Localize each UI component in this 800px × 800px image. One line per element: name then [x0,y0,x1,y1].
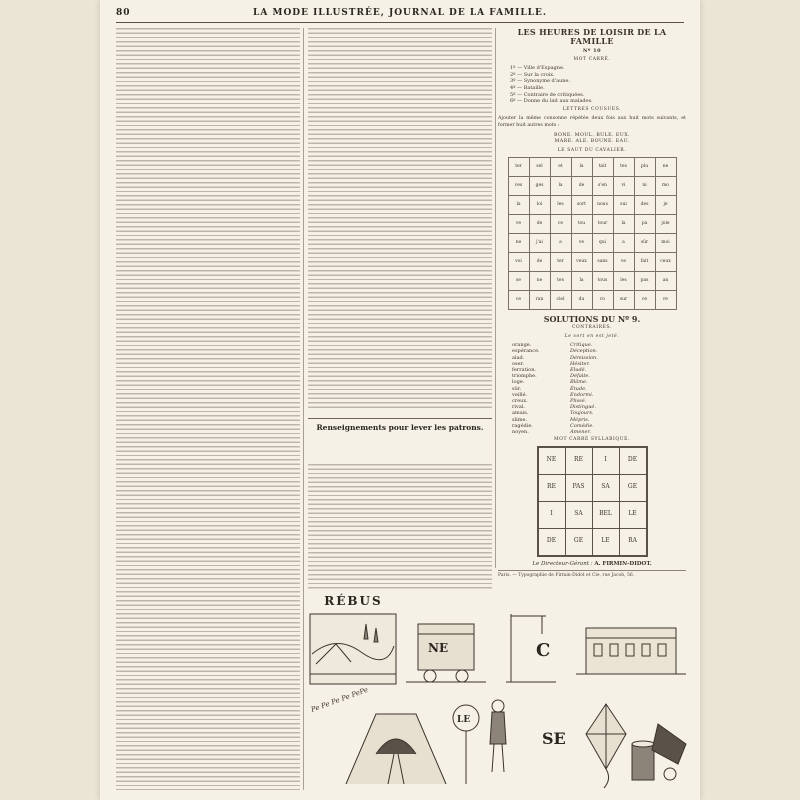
syllabic-grid-cell: I [538,501,566,528]
clue: 2º — Sur la croix. [510,71,555,78]
syllabic-square-title: MOT CARRÉ SYLLABIQUE. [553,437,631,443]
director-name: A. FIRMIN-DIDOT. [594,560,652,567]
knight-grid-cell: ne [529,272,550,291]
column-middle-text [308,28,492,408]
rebus-letters-se: SE [542,729,566,748]
syllabic-square-grid [537,446,648,557]
solution-word: veillé. [512,391,528,398]
kite-icon [586,704,626,788]
patterns-section-text [308,464,492,590]
syllabic-grid-cell: RE [565,447,592,475]
page-header [116,6,684,23]
knight-grid-cell: tou [571,215,592,234]
puzzles-column [498,28,686,568]
knight-grid-cell: ve [571,234,592,253]
knight-grid-cell: sur [613,291,634,310]
syllabic-grid-cell: DE [619,447,647,475]
solution-pairs [498,342,686,435]
syllabic-grid-row [538,474,647,501]
solution-contrary: Comédie. [570,422,594,429]
knight-grid-cell: joie [655,215,676,234]
knight-grid-cell: les [613,272,634,291]
knight-grid-cell: tour [592,215,613,234]
knight-grid-cell: loi [529,196,550,215]
knight-grid-cell: ciel [550,291,571,310]
solution-word: noyen. [512,428,529,435]
knight-grid-cell: sel [529,158,550,177]
knight-grid-cell: ges [529,177,550,196]
solution-contrary: Mépris. [570,416,590,423]
knight-grid-cell: je [655,196,676,215]
knight-grid-cell: la [508,196,529,215]
knight-grid-cell: ro [592,291,613,310]
solution-contrary: Distingué. [570,404,596,411]
knight-grid-cell: et [550,158,571,177]
knight-grid-cell: a [550,234,571,253]
knight-grid-row [508,158,676,177]
knight-grid-row [508,272,676,291]
knight-grid-cell: les [550,196,571,215]
syllabic-grid-cell: LE [619,501,647,528]
solution-word: ferration. [512,366,536,373]
column-divider-right [495,28,496,568]
solution-contrary: Hésiter. [570,360,590,367]
director-line [498,561,686,568]
solution-contrary: Toujours. [570,410,594,417]
rebus-letter-c: C [536,640,551,661]
knight-grid-cell: re [655,291,676,310]
lettres-cousues-title: LETTRES COUSUES. [562,106,622,112]
rebus-letters-ne: NE [428,641,449,655]
knight-grid-cell: des [634,196,655,215]
knight-grid-cell: ce [634,291,655,310]
clue: 3º — Synonyme d'aune. [510,78,571,85]
landscape-icon [310,614,396,684]
knight-grid-row [508,291,676,310]
knight-grid-cell: moi [655,234,676,253]
solution-pair [498,429,686,435]
knight-grid-cell: de [529,215,550,234]
syllabic-grid-cell: NE [538,447,566,475]
knight-grid-cell: j'ai [529,234,550,253]
magazine-page [100,0,700,800]
solution-contrary: Critique. [570,342,593,349]
knight-grid-row [508,196,676,215]
patterns-section-title: Renseignements pour lever les patrons. [308,418,492,432]
lettres-cousues-text: Ajouter la même consonne répétée deux fois aux huit mots suivants, et former huit autres mots : [498,116,686,128]
knight-grid-cell: tes [550,272,571,291]
clue: 6º — Donne du lait aux malades. [510,98,593,105]
knight-tour-grid [508,157,677,310]
knight-grid-cell: s'en [592,177,613,196]
barrel-icon [632,741,654,780]
solution-word: ragédie. [512,422,533,429]
wheelbarrow-icon [652,724,686,780]
knight-grid-cell: se [508,272,529,291]
puzzles-number: Nº 10 [582,48,602,54]
solution-contrary: Démission. [570,354,598,361]
syllabic-grid-cell: RA [619,528,647,556]
lettres-cousues-line: BONE. MOUL. BULE. EUX. [553,132,630,138]
knight-grid-cell: sans [592,253,613,272]
figure-icon [490,700,506,772]
knight-grid-cell: qui [592,234,613,253]
contraires-title: CONTRAIRES. [571,324,613,330]
knight-grid-cell: mo [655,177,676,196]
syllabic-grid-cell: PAS [565,474,592,501]
column-divider-left [303,28,304,790]
knight-grid-cell: ter [550,253,571,272]
knight-grid-row [508,177,676,196]
clue: 5º — Contraire de critiquées. [510,91,585,98]
knight-grid-cell: ter [508,158,529,177]
knight-grid-cell: tait [592,158,613,177]
syllabic-grid-row [538,447,647,475]
solution-contrary: Amener. [570,428,591,435]
syllabic-grid-cell: RE [538,474,566,501]
building-icon [576,628,686,674]
clue: 4º — Bataille. [510,84,545,91]
solution-word: espérance. [512,348,540,355]
solution-contrary: Déception. [570,348,598,355]
rebus-title: RÉBUS [324,594,383,608]
syllabic-grid-row [538,528,647,556]
knight-grid-cell: pa [634,215,655,234]
knight-grid-cell: la [550,177,571,196]
knight-grid-cell: nous [592,196,613,215]
mot-carre-title: MOT CARRÉ. [573,56,611,62]
syllabic-grid-cell: I [592,447,619,475]
tunnel-icon [346,714,446,784]
knight-grid-cell: vi [613,177,634,196]
knight-grid-cell: ceux [655,253,676,272]
knight-grid-cell: la [613,215,634,234]
knight-grid-cell: a [613,234,634,253]
knight-grid-cell: tous [592,272,613,291]
knight-grid-cell: sui [613,196,634,215]
page-number: 80 [116,8,131,18]
knight-grid-cell: an [655,272,676,291]
rebus-handwriting: Pe Pe Pe Pe PePe [309,685,370,714]
column-left-text [116,28,300,790]
knight-grid-cell: de [529,253,550,272]
printer-imprint: Paris. — Typographie de Firmin-Didot et Cie, rue Jacob, 56. [498,570,686,578]
knight-grid-row [508,215,676,234]
solution-contrary: Eludé. [570,366,587,373]
knight-grid-cell: veux [571,253,592,272]
knight-grid-cell: pas [634,272,655,291]
knight-grid-cell: voi [508,253,529,272]
solution-word: slime. [512,416,528,423]
knight-grid-cell: sort [571,196,592,215]
puzzles-title: LES HEURES DE LOISIR DE LA FAMILLE [517,27,667,46]
solution-word: creux. [512,397,528,404]
mot-carre-clues [498,65,686,105]
knight-grid-cell: fait [634,253,655,272]
syllabic-grid-cell: LE [592,528,619,556]
syllabic-grid-row [538,501,647,528]
solution-contrary: Défaite. [570,373,590,380]
solution-contrary: Endormi. [570,391,594,398]
syllabic-grid-cell: GE [619,474,647,501]
knight-grid-cell: tes [613,158,634,177]
knight-grid-row [508,253,676,272]
journal-title: LA MODE ILLUSTRÉE, JOURNAL DE LA FAMILLE. [253,8,547,18]
knight-grid-cell: sûr [634,234,655,253]
syllabic-grid-cell: SA [592,474,619,501]
solution-word: rival. [512,404,525,411]
lettres-cousues-line: MARE. ALE. BOUNE. EAU. [554,139,630,145]
knight-grid-cell: plu [634,158,655,177]
solution-word: triomphe. [512,373,537,380]
rebus-illustration [306,594,688,792]
knight-grid-cell: ve [613,253,634,272]
syllabic-grid-cell: SA [565,501,592,528]
knight-grid-cell: du [571,291,592,310]
knight-grid-cell: ne [655,158,676,177]
knight-grid-cell: ne [508,234,529,253]
director-label: Le Directeur-Gérant : [532,560,593,567]
solution-word: oser. [512,360,524,367]
solutions-title: SOLUTIONS DU Nº 9. [543,314,641,325]
syllabic-grid-cell: DE [538,528,566,556]
knight-grid-cell: ces [508,177,529,196]
solution-word: loge. [512,379,525,386]
saut-cavalier-title: LE SAUT DU CAVALIER. [557,147,627,153]
knight-grid-cell: ce [508,291,529,310]
syllabic-grid-cell: GE [565,528,592,556]
knight-grid-row [508,234,676,253]
solution-contrary: Plissé. [570,397,587,404]
solution-word: alad. [512,354,525,361]
solution-word: sûr. [512,385,522,392]
knight-grid-cell: la [571,158,592,177]
knight-grid-cell: la [571,272,592,291]
solution-word: orange. [512,342,532,349]
rebus-drawing [306,594,688,792]
knight-grid-cell: de [571,177,592,196]
clue: 1º — Ville d'Espagne. [510,65,565,72]
rebus-letters-le: LE [457,715,471,725]
solution-contrary: Étude. [570,385,587,392]
knight-grid-cell: ce [550,215,571,234]
knight-grid-cell: ve [508,215,529,234]
solution-contrary: Blâme. [570,379,588,386]
solution-word: amais. [512,410,529,417]
contraires-subtitle: Le sort en est jeté. [564,333,620,339]
syllabic-grid-cell: BEL [592,501,619,528]
knight-grid-cell: ni [634,177,655,196]
knight-grid-cell: ran [529,291,550,310]
